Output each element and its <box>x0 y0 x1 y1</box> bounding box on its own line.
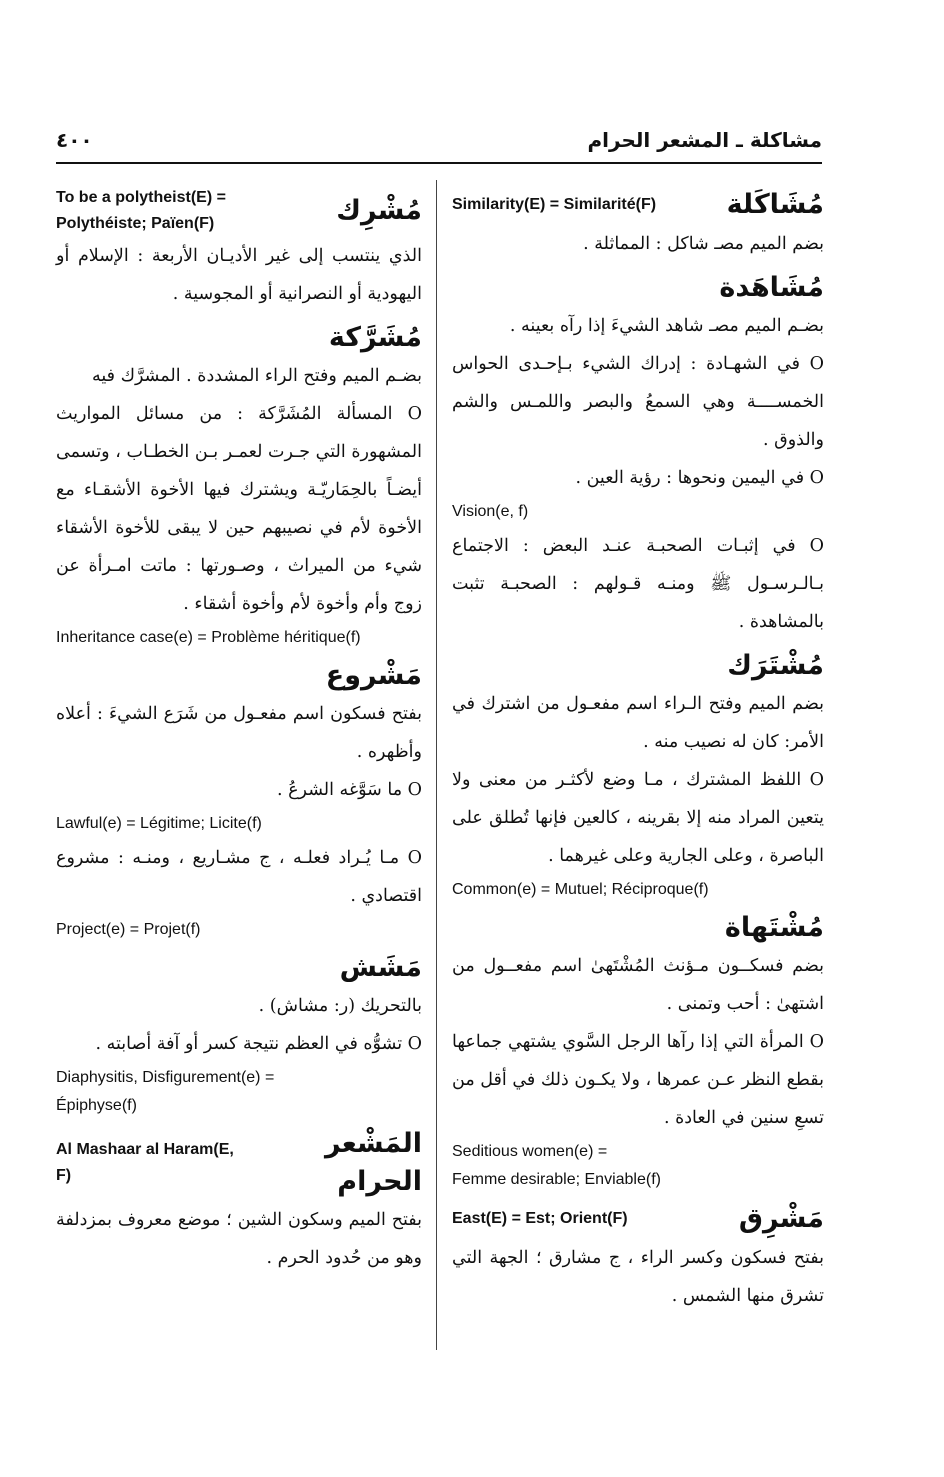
entry-headword: مُشْتَهاة <box>724 912 824 943</box>
entry-sense: O تشوُّه في العظم نتيجة كسر أو آفة أصابته . <box>95 1034 422 1054</box>
entry-translation: East(E) = Est; Orient(F) <box>452 1210 628 1227</box>
entry-mushahada <box>452 269 824 641</box>
entry-translation: Polythéiste; Païen(F) <box>56 215 215 232</box>
entry-mashriq <box>452 1199 824 1315</box>
entry-definition: بفتح فسكون اسم مفعـول من شَرَع الشيءَ : أعلاه وأظهره . <box>56 704 422 762</box>
page-header <box>56 122 822 164</box>
entry-translation: Project(e) = Projet(f) <box>56 921 201 938</box>
entry-translation: Similarity(E) = Similarité(F) <box>452 196 657 213</box>
entry-definition: بضـم الميم وفتح الراء المشددة . المشرَّك فيه <box>92 366 422 386</box>
entry-definition: بالتحريك (ر: مشاش) . <box>258 996 422 1016</box>
entry-sense: O مـا يُـراد فعلـه ، ج مشـاريع ، ومنـه : مشروع اقتصادي . <box>56 848 422 906</box>
page-number: ٤٠٠ <box>56 128 93 152</box>
entry-headword: مُشَاكَلة <box>726 189 824 220</box>
entry-definition: بفتح فسكون وكسر الراء ، ج مشارق ؛ الجهة التي تشرق منها الشمس . <box>452 1248 824 1306</box>
entry-definition: بضم الميم مصـ شاكل : المماثلة . <box>583 234 824 254</box>
entry-translation: Al Mashaar al Haram(E, F) <box>56 1141 234 1184</box>
left-column <box>56 185 422 1283</box>
entry-headword: مُشْتَرَك <box>727 650 824 681</box>
entry-sense: O في إثبـات الصحبـة عنـد البعض : الاجتماع بـالـرسـول ﷺ ومنـه قـولهم : الصحبـة تثبت بالمشاهدة . <box>452 536 824 632</box>
entry-headword: مَشْرِق <box>738 1203 824 1234</box>
entry-sense: O ما سَوَّغه الشرعُ . <box>276 780 422 800</box>
entry-translation: To be a polytheist(E) = <box>56 189 226 206</box>
entry-definition: بضـم الميم مصـ شاهد الشيءَ إذا رآه بعينه . <box>509 316 824 336</box>
column-divider <box>436 180 437 1350</box>
entry-mushrraka <box>56 319 422 651</box>
entry-definition: بفتح الميم وسكون الشين ؛ موضع معروف بمزدلفة وهو من حُدود الحرم . <box>56 1210 422 1268</box>
entry-mushrik <box>56 185 422 313</box>
entry-headword: المَشْعر الحرام <box>324 1128 422 1197</box>
entry-mashru <box>56 657 422 943</box>
entry-mushtarak <box>452 647 824 903</box>
entry-translation: Seditious women(e) = <box>452 1143 608 1160</box>
running-title: مشاكلة ـ المشعر الحرام <box>587 128 822 152</box>
entry-headword: مُشْرِك <box>336 195 422 226</box>
entry-headword: مَشَش <box>339 952 422 983</box>
entry-sense: O المرأة التي إذا رآها الرجل السَّوي يشتهي جماعها بقطع النظر عـن عمرها ، ولا يكـون ذلك في أقل من تسعِ سنين في العادة . <box>452 1032 824 1128</box>
entry-sense: O المسألة المُشَرَّكة : من مسائل المواريث المشهورة التي جـرت لعمـر بـن الخطـاب ، وتسمى أيضـاً بالحِمَاريّـة ويشترك فيها الأخوة الأشقـاء مع الأخوة لأم في نصيبهم حين لا يبقى للأخوة الأشقاء شيء من الميراث ، وصـورتها : ماتت امـرأة عن زوج وأم وأخوة لأم وأخوة أشقاء . <box>56 404 422 614</box>
entry-mashash <box>56 949 422 1119</box>
entry-mashar <box>56 1125 422 1277</box>
entry-definition: الذي ينتسب إلى غير الأديـان الأربعة : الإسلام أو اليهودية أو النصرانية أو المجوسية . <box>56 246 422 304</box>
entry-translation: Inheritance case(e) = Problème héritique(f) <box>56 629 361 646</box>
entry-sense: O في الشهـادة : إدراك الشيء بـإحـدى الحواس الخمســــة وهي السمعُ والبصر واللمـس والشم والذوق . <box>452 354 824 450</box>
entry-definition: بضم فسكــون مـؤنث المُشْتَهىٰ اسم مفعــول من اشتهىٰ : أحب وتمنى . <box>452 956 824 1014</box>
entry-translation: Épiphyse(f) <box>56 1097 137 1114</box>
entry-sense: O اللفظ المشترك ، مـا وضع لأكثـر من معنى ولا يتعين المراد منه إلا بقرينه ، كالعين فإنها تُطلق على الباصرة ، وعلى الجارية وعلى غيرهما . <box>452 770 824 866</box>
entry-translation: Femme desirable; Enviable(f) <box>452 1171 661 1188</box>
entry-sense: O في اليمين ونحوها : رؤية العين . <box>575 468 824 488</box>
entry-headword: مَشْروع <box>325 660 422 691</box>
entry-mushtahat <box>452 909 824 1193</box>
right-column <box>452 185 824 1321</box>
entry-translation: Vision(e, f) <box>452 503 529 520</box>
entry-definition: بضم الميم وفتح الـراء اسم مفعـول من اشترك في الأمر: كان له نصيب منه . <box>452 694 824 752</box>
entry-headword: مُشَاهَدة <box>719 272 824 303</box>
entry-translation: Common(e) = Mutuel; Réciproque(f) <box>452 881 709 898</box>
entry-headword: مُشَرَّكة <box>328 322 422 353</box>
entry-translation: Lawful(e) = Légitime; Licite(f) <box>56 815 262 832</box>
entry-translation: Diaphysitis, Disfigurement(e) = <box>56 1069 275 1086</box>
entry-mushakala <box>452 185 824 263</box>
